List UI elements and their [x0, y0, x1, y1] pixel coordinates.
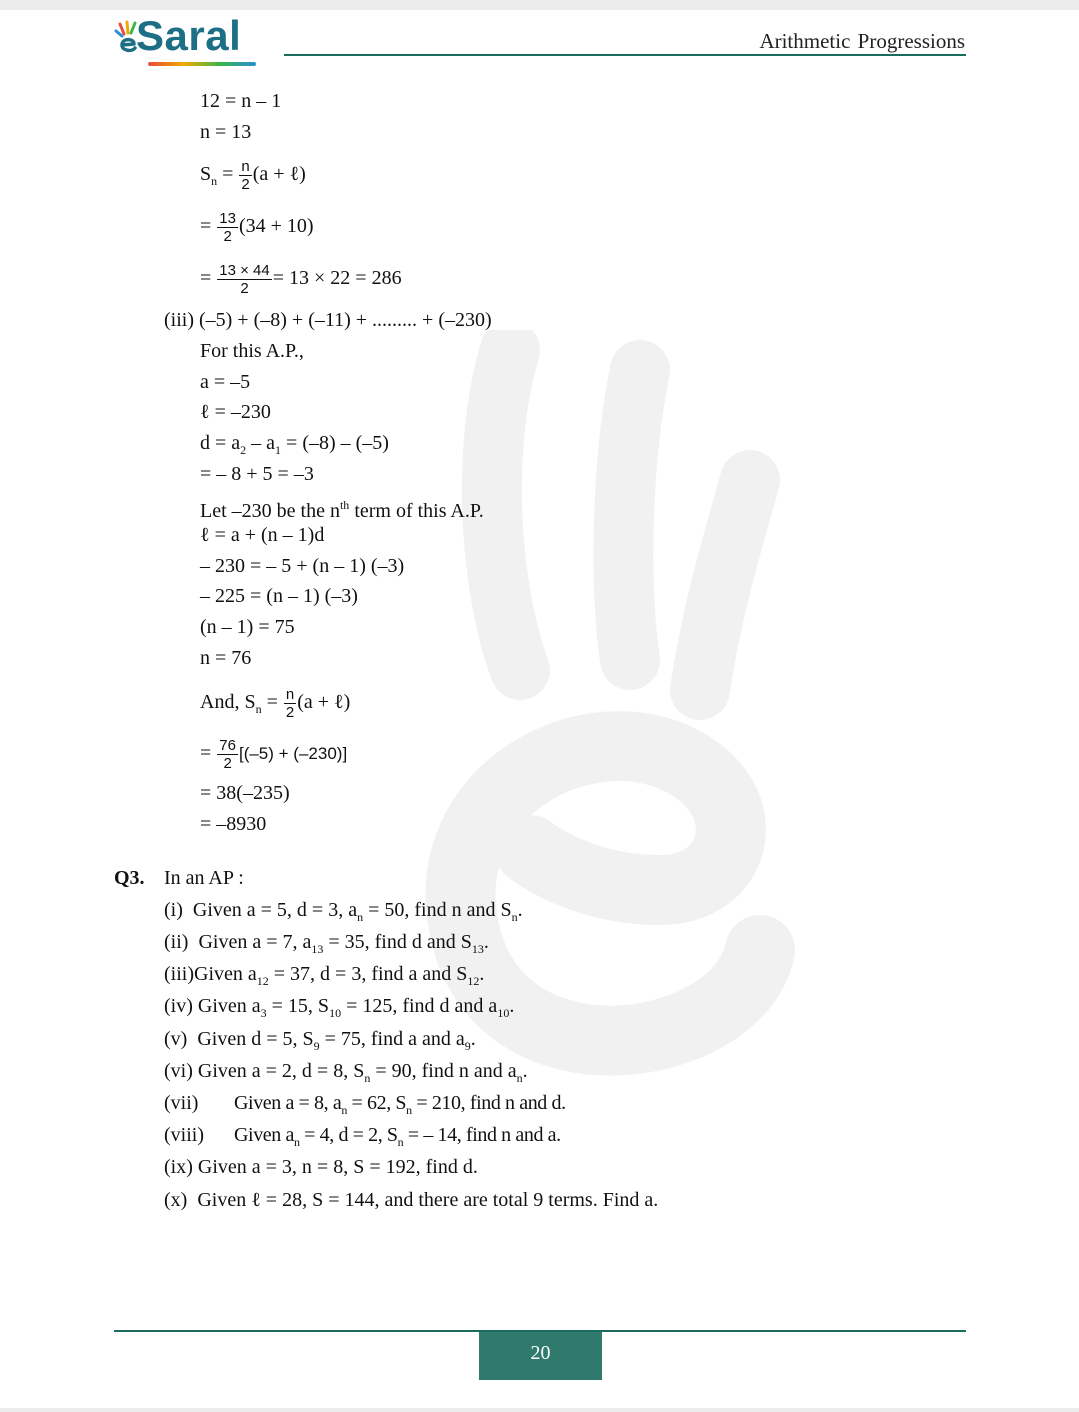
list-item — [164, 962, 484, 993]
subscript: n — [511, 910, 518, 924]
fraction — [239, 158, 251, 193]
subscript: 10 — [329, 1006, 342, 1020]
list-item — [164, 1091, 198, 1115]
text: = 4, d = 2, S — [299, 1124, 398, 1146]
text: . — [522, 1060, 528, 1082]
item-number: (ix) — [164, 1156, 193, 1178]
sum-formula — [200, 158, 306, 193]
list-item — [164, 1155, 478, 1179]
subscript: 10 — [497, 1006, 510, 1020]
eq-line — [200, 431, 389, 462]
list-item — [164, 930, 489, 961]
text: Given a = 3, n = 8, S = 192, find d. — [197, 1156, 478, 1178]
subscript: 9 — [464, 1039, 471, 1053]
text: . — [470, 1028, 476, 1050]
list-item-text — [234, 1123, 561, 1154]
text: = 210, find n and d. — [411, 1092, 566, 1114]
top-band — [0, 0, 1079, 10]
eq-line — [200, 210, 314, 245]
eq-line: ℓ = –230 — [200, 401, 271, 423]
item-number: (iv) — [164, 995, 193, 1017]
text: = 62, S — [346, 1092, 407, 1114]
item-number: (x) — [164, 1189, 188, 1211]
subscript: 3 — [260, 1006, 267, 1020]
text: . — [483, 931, 489, 953]
subscript: n — [341, 1103, 347, 1117]
text: Given a — [194, 963, 257, 985]
text: Given a — [197, 995, 261, 1017]
eq-line: For this A.P., — [200, 340, 304, 362]
sum-formula — [200, 686, 350, 721]
eq-line: (n – 1) = 75 — [200, 616, 295, 638]
fraction — [284, 686, 296, 721]
item-number: (v) — [164, 1028, 188, 1050]
numerator: 13 — [219, 210, 236, 227]
text: Given a = 7, a — [198, 931, 312, 953]
eq-line — [200, 262, 402, 297]
text: And, S — [200, 691, 256, 714]
eq-line: n = 13 — [200, 121, 252, 143]
question-label: Q3. — [114, 867, 145, 889]
eq-line: ℓ = a + (n – 1)d — [200, 524, 325, 546]
eq-line: a = –5 — [200, 371, 251, 393]
item-number: (i) — [164, 899, 183, 921]
part-heading: (iii) (–5) + (–8) + (–11) + ......... + (–230) — [164, 309, 492, 331]
chapter-title: Arithmetic Progressions — [759, 29, 965, 53]
text: = 75, find a and a — [319, 1028, 465, 1050]
numerator: 76 — [219, 737, 236, 754]
subscript: 12 — [467, 974, 480, 988]
superscript: th — [339, 498, 350, 512]
denominator: 2 — [223, 755, 232, 772]
denominator: 2 — [240, 280, 249, 297]
denominator: 2 — [241, 176, 250, 193]
text: (a + ℓ) — [252, 163, 306, 186]
list-item-text — [234, 1091, 566, 1122]
numerator: 13 × 44 — [219, 262, 270, 279]
eq-line: n = 76 — [200, 647, 252, 669]
page-number: 20 — [479, 1332, 602, 1380]
text: (34 + 10) — [238, 215, 314, 238]
text: = 15, S — [266, 995, 330, 1017]
list-item — [164, 1027, 476, 1058]
text: = — [217, 163, 239, 186]
text: . — [509, 995, 515, 1017]
list-item — [164, 1188, 658, 1212]
text: . — [517, 899, 523, 921]
eq-line: = 38(–235) — [200, 782, 290, 804]
text: = 13 × 22 = 286 — [272, 267, 402, 290]
text: Given d = 5, S — [197, 1028, 314, 1050]
text: – a — [246, 432, 276, 454]
eq-line: = –8930 — [200, 813, 267, 835]
text: [(–5) + (–230)] — [238, 744, 348, 764]
subscript: n — [211, 174, 218, 189]
text: . — [479, 963, 485, 985]
subscript: n — [293, 1135, 300, 1149]
eq-line — [200, 493, 484, 523]
header-rule — [284, 54, 966, 56]
list-item — [164, 898, 523, 929]
text: = — [200, 742, 217, 765]
item-number: (vi) — [164, 1060, 193, 1082]
text: = – 14, find n and a. — [403, 1124, 561, 1146]
text: = — [200, 215, 217, 238]
subscript: n — [255, 702, 262, 717]
text: = 125, find d and a — [341, 995, 498, 1017]
item-number: (iii) — [164, 963, 194, 985]
text: = — [261, 691, 283, 714]
watermark-hand-icon — [380, 330, 800, 1110]
bottom-band — [0, 1408, 1079, 1412]
text: (a + ℓ) — [297, 691, 351, 714]
numerator: n — [285, 686, 295, 703]
item-number: (ii) — [164, 931, 189, 953]
subscript: n — [397, 1135, 404, 1149]
list-item — [164, 1059, 528, 1090]
text: = 35, find d and S — [323, 931, 472, 953]
list-item — [164, 994, 514, 1025]
subscript: n — [357, 910, 364, 924]
text: = (–8) – (–5) — [281, 432, 389, 454]
subscript: 12 — [256, 974, 269, 988]
question-intro: In an AP : — [164, 867, 244, 889]
subscript: n — [516, 1071, 523, 1085]
text: term of this A.P. — [349, 500, 484, 522]
text: Given a — [234, 1124, 294, 1146]
subscript: 2 — [240, 443, 247, 457]
text: Given a = 5, d = 3, a — [192, 899, 358, 921]
denominator: 2 — [285, 704, 295, 721]
item-number: (viii) — [164, 1124, 204, 1146]
item-number: (vii) — [164, 1092, 199, 1114]
text: Given ℓ = 28, S = 144, and there are total 9 terms. Find a. — [197, 1189, 659, 1211]
subscript: n — [406, 1103, 412, 1117]
fraction — [217, 737, 238, 772]
eq-line: – 230 = – 5 + (n – 1) (–3) — [200, 555, 405, 577]
list-item — [164, 1123, 204, 1147]
subscript: 1 — [275, 443, 282, 457]
text: Let –230 be the n — [200, 500, 340, 522]
fraction — [217, 210, 238, 245]
subscript: 13 — [471, 942, 484, 956]
text: = 37, d = 3, find a and S — [268, 963, 468, 985]
numerator: n — [241, 158, 250, 175]
text: = — [200, 267, 217, 290]
esaral-logo — [114, 14, 264, 60]
logo-text: Saral — [136, 12, 242, 59]
fraction — [217, 262, 271, 297]
subscript: n — [364, 1071, 371, 1085]
subscript: 9 — [313, 1039, 320, 1053]
eq-line: – 225 = (n – 1) (–3) — [200, 585, 358, 607]
text: = 90, find n and a — [370, 1060, 517, 1082]
text: = 50, find n and S — [363, 899, 512, 921]
text: S — [200, 163, 212, 186]
subscript: 13 — [311, 942, 324, 956]
text: d = a — [200, 432, 241, 454]
text: Given a = 8, a — [234, 1092, 342, 1114]
eq-line — [200, 737, 347, 772]
eq-line: 12 = n – 1 — [200, 90, 282, 112]
denominator: 2 — [223, 228, 232, 245]
text: Given a = 2, d = 8, S — [197, 1060, 365, 1082]
eq-line: = – 8 + 5 = –3 — [200, 463, 314, 485]
logo-underline — [148, 62, 256, 66]
